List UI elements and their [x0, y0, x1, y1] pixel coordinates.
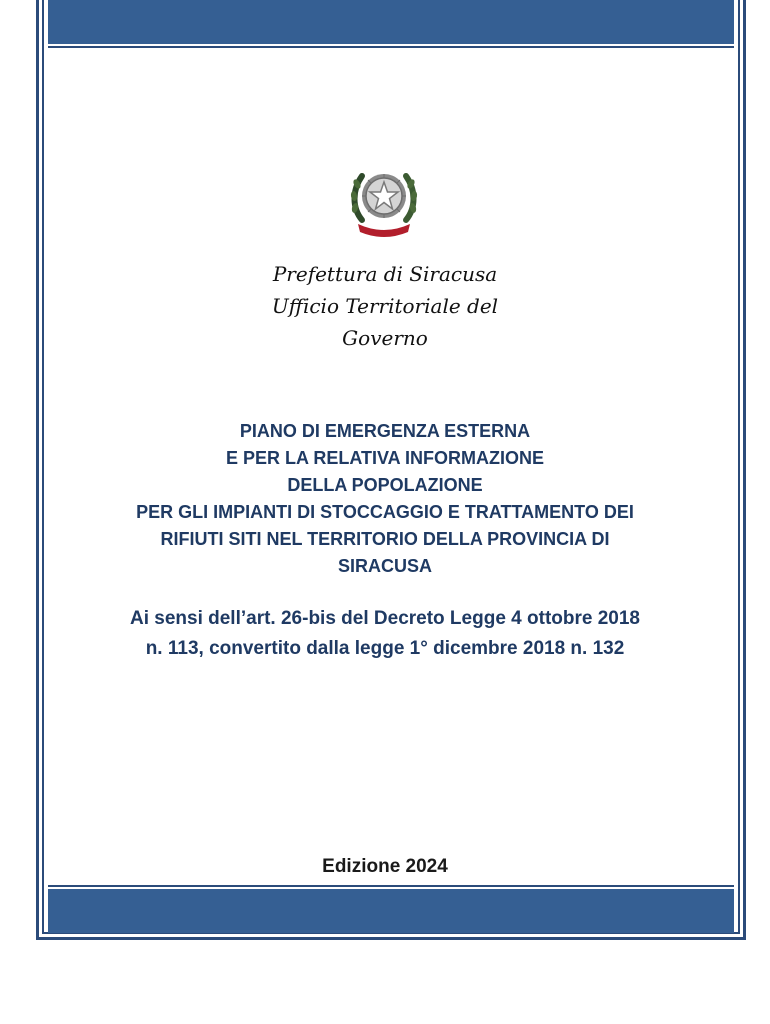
edition-label: Edizione 2024: [322, 856, 448, 877]
office-line-1: Prefettura di Siracusa: [272, 262, 498, 286]
title-line-2: E PER LA RELATIVA INFORMAZIONE: [226, 448, 544, 468]
top-band: [48, 0, 734, 44]
office-line-3: Governo: [342, 326, 428, 350]
title-line-3: DELLA POPOLAZIONE: [287, 475, 483, 495]
italian-republic-emblem-icon: [348, 162, 420, 240]
bottom-band-rule: [48, 885, 734, 887]
title-line-1: PIANO DI EMERGENZA ESTERNA: [239, 421, 531, 441]
document-title: [60, 418, 710, 580]
legal-reference: [60, 604, 710, 664]
legal-line-2: n. 113, convertito dalla legge 1° dicembre 2018 n. 132: [145, 638, 625, 659]
title-line-6: SIRACUSA: [337, 556, 432, 576]
title-line-5: RIFIUTI SITI NEL TERRITORIO DELLA PROVINCIA DI: [160, 529, 610, 549]
title-line-4: PER GLI IMPIANTI DI STOCCAGGIO E TRATTAMENTO DEI: [136, 502, 634, 522]
bottom-band: [48, 889, 734, 933]
top-band-rule: [48, 46, 734, 48]
legal-line-1: Ai sensi dell’art. 26-bis del Decreto Legge 4 ottobre 2018: [129, 608, 640, 629]
office-line-2: Ufficio Territoriale del: [271, 294, 499, 318]
issuing-office: [0, 258, 770, 354]
